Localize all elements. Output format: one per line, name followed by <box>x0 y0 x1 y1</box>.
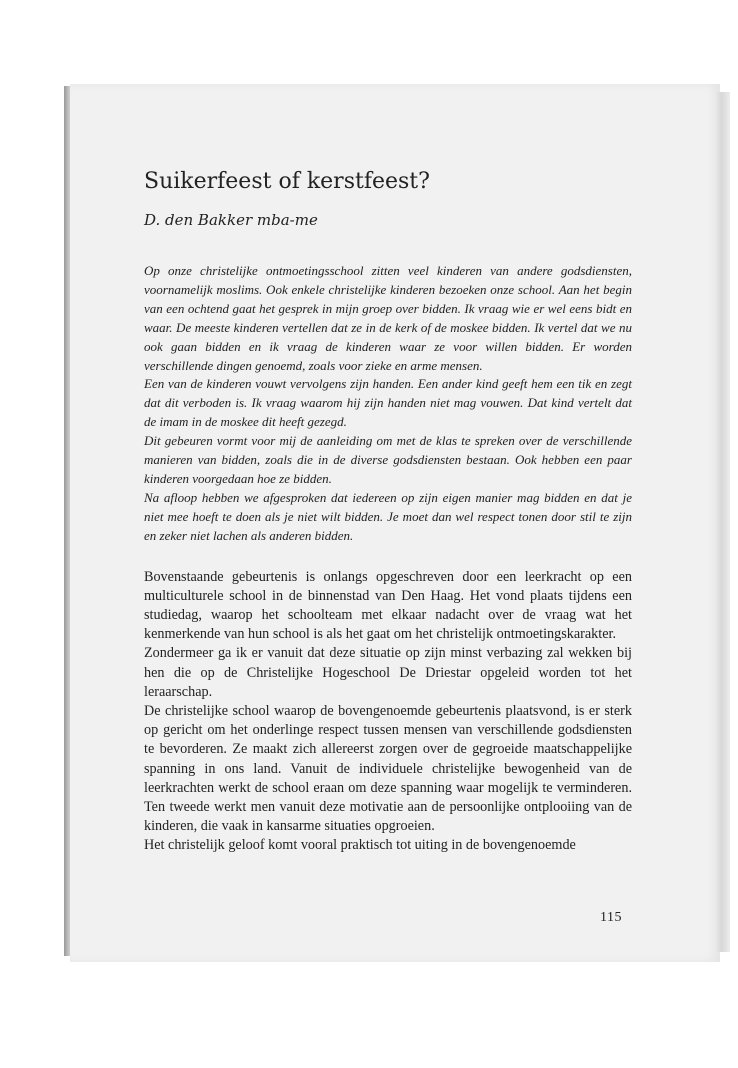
body-paragraph: Bovenstaande gebeurtenis is onlangs opgeschreven door een leerkracht op een multiculturele school in de binnenstad van Den Haag. Het vond plaats tijdens een studiedag, waarop het schoolteam met elkaar nadacht over de vraag wat het kenmerkende van hun school is als het gaat om het christelijk ontmoetingskarakter. <box>144 568 632 643</box>
body-paragraph: De christelijke school waarop de bovengenoemde gebeurtenis plaatsvond, is er sterk op gericht om het onderlinge respect tussen mensen van verschillende godsdiensten te bevorderen. Ze maakt zich allereerst zorgen over de gegroeide maatschappelijke spanning in ons land. Vanuit de individuele christelijke bewogenheid van de leerkrachten werkt de school eraan om deze spanning waar mogelijk te verminderen. Ten tweede werkt men vanuit deze motivatie aan de persoonlijke ontplooiing van de kinderen, die vaak in kansarme situaties opgroeien. <box>144 703 632 835</box>
article-body <box>144 568 632 856</box>
article-abstract <box>144 262 632 546</box>
article-author: D. den Bakker mba-me <box>144 211 318 229</box>
abstract-paragraph: Dit gebeuren vormt voor mij de aanleiding om met de klas te spreken over de verschillende manieren van bidden, zoals die in de diverse godsdiensten bestaan. Ook hebben een paar kinderen voorgedaan hoe ze bidden. <box>144 433 632 486</box>
abstract-paragraph: Een van de kinderen vouwt vervolgens zijn handen. Een ander kind geeft hem een tik en zegt dat dit verboden is. Ik vraag waarom hij zijn handen niet mag vouwen. Dat kind vertelt dat de imam in de moskee dit heeft gezegd. <box>144 376 632 430</box>
page-number: 115 <box>600 910 622 925</box>
body-paragraph: Het christelijk geloof komt vooral praktisch tot uiting in de bovengenoemde <box>144 837 576 854</box>
article-content <box>144 168 632 856</box>
abstract-paragraph: Op onze christelijke ontmoetingsschool zitten veel kinderen van andere godsdiensten, voornamelijk moslims. Ook enkele christelijke kinderen bezoeken onze school. Aan het begin van een ochtend gaat het gesprek in mijn groep over bidden. Ik vraag wie er wel eens bidt en waar. De meeste kinderen vertellen dat ze in de kerk of de moskee bidden. Ik vertel dat we nu ook gaan bidden en ik vraag de kinderen waar ze voor willen bidden. Er worden verschillende dingen genoemd, zoals voor zieke en arme mensen. <box>144 263 632 373</box>
body-paragraph: Zondermeer ga ik er vanuit dat deze situatie op zijn minst verbazing zal wekken bij hen die op de Christelijke Hogeschool De Driestar opgeleid worden tot het leraarschap. <box>144 645 632 700</box>
page-edge <box>716 92 730 952</box>
article-title: Suikerfeest of kerstfeest? <box>144 169 430 194</box>
abstract-paragraph: Na afloop hebben we afgesproken dat iedereen op zijn eigen manier mag bidden en dat je niet mee hoeft te doen als je niet wilt bidden. Je moet dan wel respect tonen door stil te zijn en zeker niet lachen als anderen bidden. <box>144 489 632 543</box>
